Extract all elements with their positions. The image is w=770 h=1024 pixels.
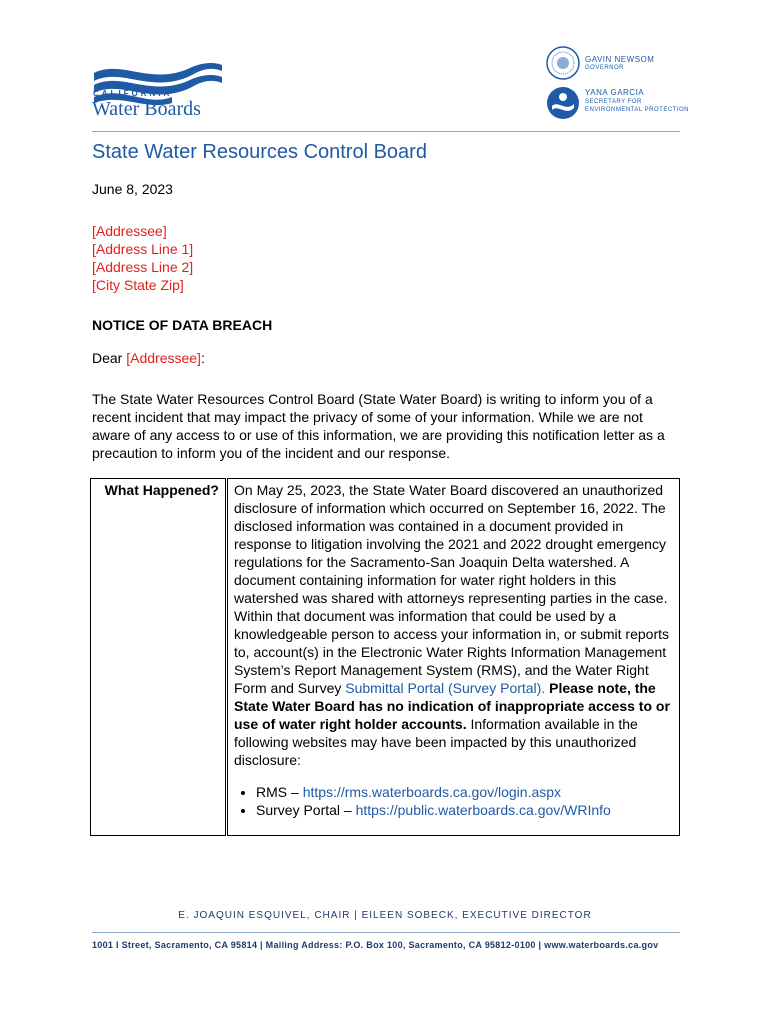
link-name: RMS –	[256, 784, 303, 800]
header-rule	[92, 131, 680, 132]
logo-california-text: CALIFORNIA	[93, 89, 173, 98]
letter-title: State Water Resources Control Board	[92, 141, 427, 163]
address-block	[92, 222, 193, 294]
greeting	[92, 350, 205, 366]
greeting-addressee: [Addressee]	[126, 350, 201, 366]
footer-address: 1001 I Street, Sacramento, CA 95814 | Mailing Address: P.O. Box 100, Sacramento, CA 95812-0100 | www.waterboards.ca.gov	[92, 940, 659, 950]
letter-date: June 8, 2023	[92, 181, 173, 197]
what-happened-body	[227, 479, 680, 836]
survey-portal-link[interactable]: https://public.waterboards.ca.gov/WRInfo	[355, 802, 611, 818]
address-line: [Address Line 2]	[92, 259, 194, 275]
governor-title: GOVERNOR	[585, 65, 625, 71]
logo-wordmark: Water Boards	[92, 98, 201, 120]
state-seal-icon	[546, 46, 580, 80]
list-item	[256, 801, 677, 819]
address-line: [City State Zip]	[92, 277, 184, 293]
address-line: [Addressee]	[92, 223, 167, 239]
notice-heading: NOTICE OF DATA BREACH	[92, 317, 273, 333]
secretary-title: SECRETARY FOR ENVIRONMENTAL PROTECTION	[585, 99, 690, 113]
secretary-name: YANA GARCIA	[585, 88, 645, 97]
survey-portal-text: Submittal Portal (Survey Portal).	[345, 680, 546, 696]
list-item	[256, 783, 677, 801]
greeting-suffix: :	[200, 350, 205, 366]
website-list	[234, 783, 677, 819]
what-happened-label: What Happened?	[91, 479, 227, 836]
footer-rule	[92, 932, 680, 933]
what-happened-bold: Please note, the State Water Board has no indication of inappropriate access to or use of water right holder accounts.	[234, 680, 670, 732]
link-name: Survey Portal –	[256, 802, 356, 818]
address-line: [Address Line 1]	[92, 241, 194, 257]
what-happened-text: On May 25, 2023, the State Water Board discovered an unauthorized disclosure of information which occurred on September 16, 2022. The disclosed information was contained in a document provided in response to litigation involving the 2021 and 2022 drought emergency regulations for the Sacramento-San Joaquin Delta watershed. A document containing information for water right holders in this watershed was shared with attorneys representing parties in the case. Within that document was information that could be used by a knowledgeable person to access your information in, or submit reports to, account(s) in the Electronic Water Rights Information Management System’s Report Management System (RMS), and the Water Right Form and Survey	[234, 482, 669, 696]
footer-officers: E. JOAQUIN ESQUIVEL, CHAIR | EILEEN SOBECK, EXECUTIVE DIRECTOR	[178, 910, 592, 921]
calepa-logo-icon	[546, 86, 580, 120]
what-happened-text-2: Information available in the following websites may have been impacted by this unauthorized disclosure:	[234, 716, 638, 768]
intro-paragraph: The State Water Resources Control Board (State Water Board) is writing to inform you of a recent incident that may impact the privacy of some of your information. While we are not aware of any access to or use of this information, we are providing this notification letter as a precaution to inform you of the incident and our response.	[92, 391, 665, 461]
governor-name: GAVIN NEWSOM	[585, 55, 655, 64]
what-happened-table	[90, 478, 680, 836]
greeting-prefix: Dear	[92, 350, 127, 366]
rms-link[interactable]: https://rms.waterboards.ca.gov/login.aspx	[302, 784, 562, 800]
